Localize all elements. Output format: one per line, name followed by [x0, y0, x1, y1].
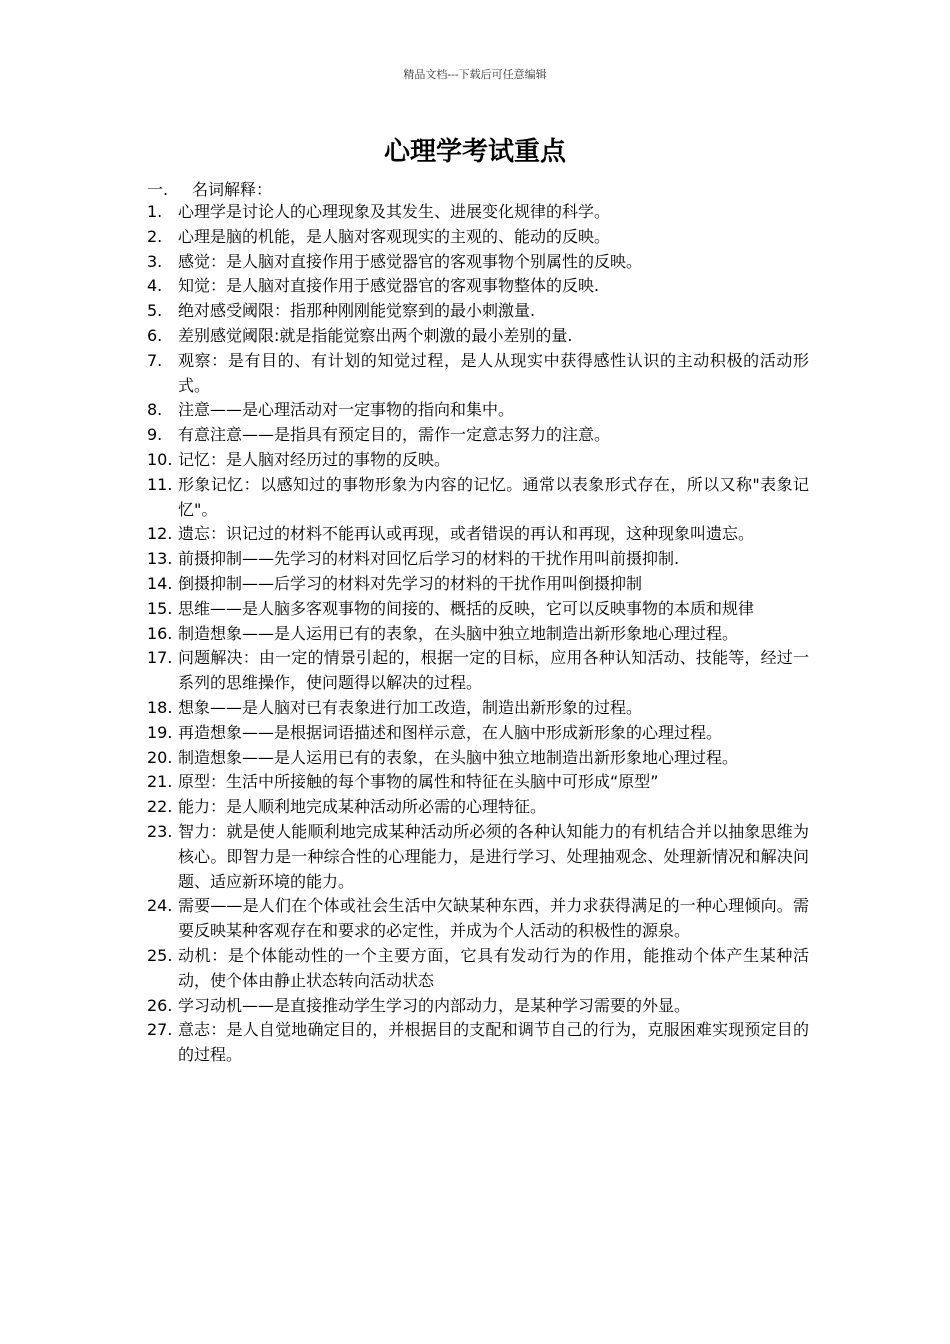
item-number: 10. [147, 449, 173, 469]
definition-item [147, 646, 809, 696]
item-number: 6. [147, 325, 163, 345]
item-number: 22. [147, 797, 173, 817]
page-header-note: 精品文档---下载后可任意编辑 [403, 68, 547, 81]
definition-item [147, 696, 809, 721]
item-number: 2. [147, 226, 163, 246]
definition-item [147, 200, 809, 225]
item-text: 有意注意——是指具有预定目的，需作一定意志努力的注意。 [178, 425, 611, 445]
item-number: 5. [147, 301, 163, 321]
item-number: 18. [147, 697, 173, 717]
item-number: 13. [147, 549, 173, 569]
definition-item [147, 547, 809, 572]
item-text: 感觉：是人脑对直接作用于感觉器官的客观事物个别属性的反映。 [178, 251, 643, 271]
definition-item [147, 423, 809, 448]
item-text: 智力：就是使人能顺利地完成某种活动所必须的各种认知能力的有机结合并以抽象思维为核心。即智力是一种综合性的心理能力，是进行学习、处理抽观念、处理新情况和解决问题、适应新环境的能力。 [178, 821, 809, 891]
section-heading [147, 177, 272, 200]
item-text: 想象——是人脑对已有表象进行加工改造，制造出新形象的过程。 [178, 697, 643, 717]
definition-list [147, 200, 809, 1068]
definition-item [147, 572, 809, 597]
item-number: 26. [147, 995, 173, 1015]
item-number: 25. [147, 945, 173, 965]
definition-item [147, 944, 809, 994]
item-text: 问题解决：由一定的情景引起的，根据一定的目标，应用各种认知活动、技能等，经过一系列的思维操作，使问题得以解决的过程。 [178, 648, 809, 693]
definition-item [147, 1018, 809, 1068]
item-text: 动机：是个体能动性的一个主要方面，它具有发动行为的作用，能推动个体产生某种活动，使个体由静止状态转向活动状态 [178, 945, 809, 990]
item-number: 20. [147, 747, 173, 767]
definition-item [147, 448, 809, 473]
item-text: 再造想象——是根据词语描述和图样示意，在人脑中形成新形象的心理过程。 [178, 722, 723, 742]
item-number: 21. [147, 772, 173, 792]
definition-item [147, 894, 809, 944]
item-number: 15. [147, 598, 173, 618]
definition-item [147, 770, 809, 795]
item-number: 3. [147, 251, 163, 271]
item-text: 思维——是人脑多客观事物的间接的、概括的反映，它可以反映事物的本质和规律 [178, 598, 755, 618]
definition-item [147, 746, 809, 771]
item-text: 遗忘：识记过的材料不能再认或再现，或者错误的再认和再现，这种现象叫遗忘。 [178, 524, 755, 544]
item-number: 17. [147, 648, 173, 668]
item-text: 注意——是心理活动对一定事物的指向和集中。 [178, 400, 515, 420]
item-text: 原型：生活中所接触的每个事物的属性和特征在头脑中可形成“原型” [178, 772, 659, 792]
item-text: 制造想象——是人运用已有的表象，在头脑中独立地制造出新形象地心理过程。 [178, 623, 739, 643]
item-number: 14. [147, 573, 173, 593]
item-text: 形象记忆：以感知过的事物形象为内容的记忆。通常以表象形式存在，所以又称"表象记忆"。 [178, 474, 809, 519]
definition-item [147, 994, 809, 1019]
item-number: 4. [147, 276, 163, 296]
definition-item [147, 721, 809, 746]
definition-item [147, 522, 809, 547]
definition-item [147, 225, 809, 250]
item-text: 制造想象——是人运用已有的表象，在头脑中独立地制造出新形象地心理过程。 [178, 747, 739, 767]
definition-item [147, 299, 809, 324]
item-text: 差别感觉阈限:就是指能觉察出两个刺激的最小差别的量. [178, 325, 573, 345]
item-text: 绝对感受阈限：指那种刚刚能觉察到的最小刺激量. [178, 301, 536, 321]
item-text: 心理是脑的机能，是人脑对客观现实的主观的、能动的反映。 [178, 226, 611, 246]
item-text: 前摄抑制——先学习的材料对回忆后学习的材料的干扰作用叫前摄抑制. [178, 549, 680, 569]
item-number: 12. [147, 524, 173, 544]
section-number: 一. [147, 180, 169, 199]
document-title: 心理学考试重点 [383, 137, 566, 167]
item-number: 9. [147, 425, 163, 445]
item-text: 能力：是人顺利地完成某种活动所必需的心理特征。 [178, 797, 547, 817]
definition-item [147, 349, 809, 399]
definition-item [147, 324, 809, 349]
item-text: 观察：是有目的、有计划的知觉过程，是人从现实中获得感性认识的主动积极的活动形式。 [178, 350, 809, 395]
definition-item [147, 473, 809, 523]
item-text: 记忆：是人脑对经历过的事物的反映。 [178, 449, 451, 469]
section-label: 名词解释： [192, 180, 273, 199]
item-number: 8. [147, 400, 163, 420]
item-number: 24. [147, 896, 173, 916]
definition-item [147, 274, 809, 299]
definition-item [147, 622, 809, 647]
item-text: 知觉：是人脑对直接作用于感觉器官的客观事物整体的反映. [178, 276, 600, 296]
item-number: 27. [147, 1020, 173, 1040]
definition-item [147, 398, 809, 423]
item-text: 心理学是讨论人的心理现象及其发生、进展变化规律的科学。 [178, 202, 611, 221]
item-text: 倒摄抑制——后学习的材料对先学习的材料的干扰作用叫倒摄抑制 [178, 573, 643, 593]
item-number: 16. [147, 623, 173, 643]
item-number: 1. [147, 202, 163, 221]
item-number: 19. [147, 722, 173, 742]
definition-item [147, 250, 809, 275]
item-text: 意志：是人自觉地确定目的，并根据目的支配和调节自己的行为，克服困难实现预定目的的过程。 [178, 1020, 809, 1065]
item-number: 7. [147, 350, 163, 370]
item-number: 11. [147, 474, 173, 494]
definition-item [147, 795, 809, 820]
definition-item [147, 597, 809, 622]
definition-item [147, 820, 809, 894]
item-number: 23. [147, 821, 173, 841]
item-text: 需要——是人们在个体或社会生活中欠缺某种东西，并力求获得满足的一种心理倾向。需要反映某种客观存在和要求的必定性，并成为个人活动的积极性的源泉。 [178, 896, 809, 941]
item-text: 学习动机——是直接推动学生学习的内部动力，是某种学习需要的外显。 [178, 995, 691, 1015]
